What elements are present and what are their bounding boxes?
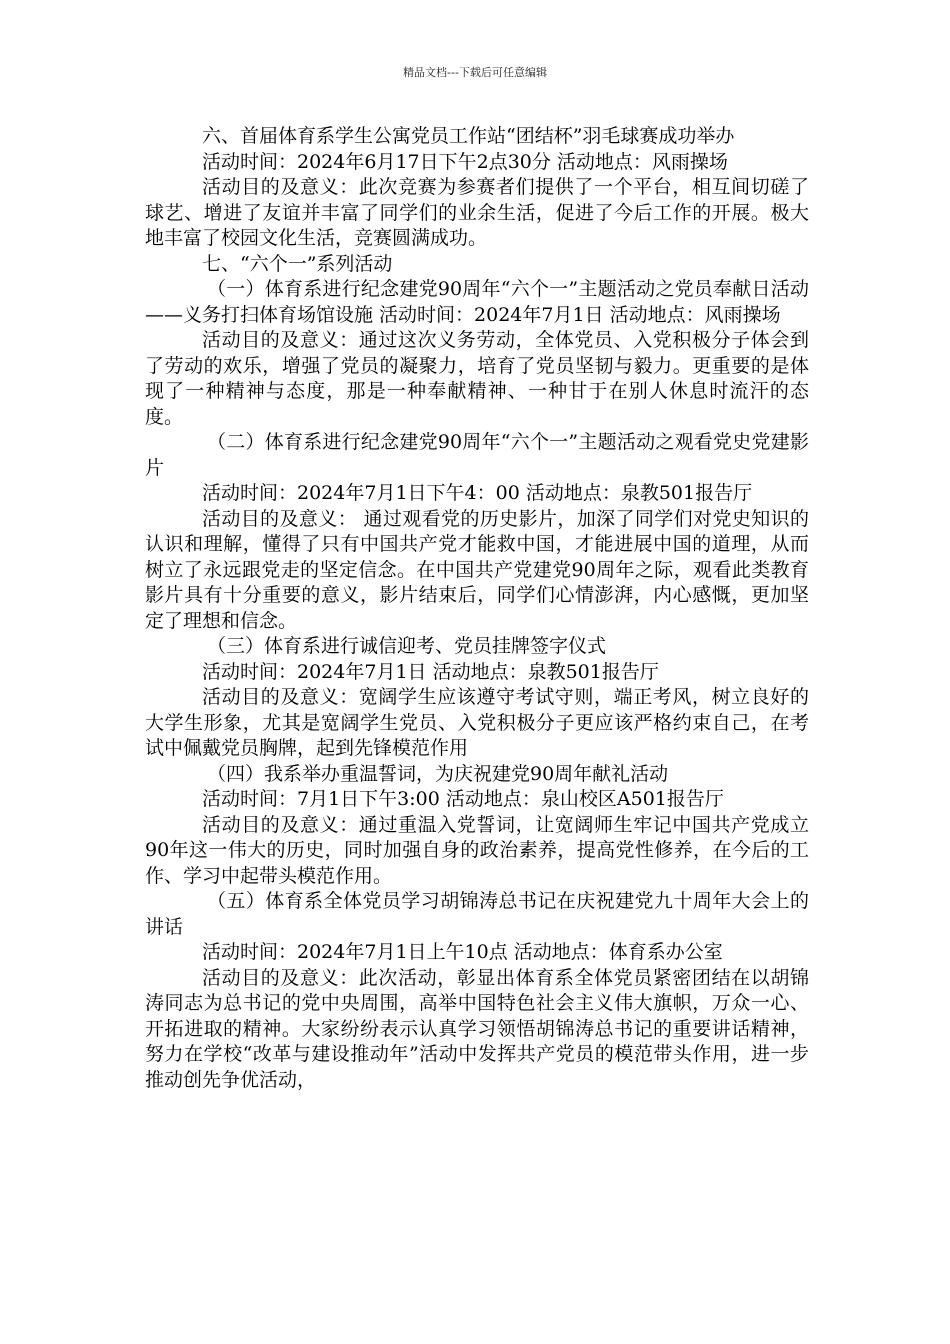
activity-purpose: 活动目的及意义：通过这次义务劳动，全体党员、入党积极分子体会到了劳动的欢乐，增强了党员的凝聚力，培育了党员坚韧与毅力。更重要的是体现了一种精神与态度，那是一种奉献精神、一种甘于在别人休息时流汗的态度。 xyxy=(145,329,809,428)
page-header: 精品文档---下载后可任意编辑 xyxy=(403,66,547,79)
section-heading-badminton: 六、首届体育系学生公寓党员工作站“团结杯”羽毛球赛成功举办 xyxy=(202,125,735,147)
subsection-heading-5: （五）体育系全体党员学习胡锦涛总书记在庆祝建党九十周年大会上的讲话 xyxy=(145,890,809,938)
activity-time-location: 活动时间：2024年6月17日下午2点30分 活动地点：风雨操场 xyxy=(202,150,728,173)
document-body xyxy=(145,124,809,1093)
activity-purpose: 活动目的及意义： 通过观看党的历史影片，加深了同学们对党史知识的认识和理解，懂得了只有中国共产党才能救中国，才能进展中国的道理，从而树立了永远跟党走的坚定信念。在中国共产党建党90周年之际，观看此类教育影片具有十分重要的意义，影片结束后，同学们心情澎湃，内心感慨，更加坚定了理想和信念。 xyxy=(145,507,809,632)
subsection-heading-2: （二）体育系进行纪念建党90周年“六个一”主题活动之观看党史党建影片 xyxy=(145,431,809,479)
activity-purpose: 活动目的及意义：此次活动，彰显出体育系全体党员紧密团结在以胡锦涛同志为总书记的党中央周围，高举中国特色社会主义伟大旗帜，万众一心、开拓进取的精神。大家纷纷表示认真学习领悟胡锦涛总书记的重要讲话精神，努力在学校“改革与建设推动年”活动中发挥共产党员的模范带头作用，进一步推动创先争优活动， xyxy=(145,966,809,1091)
subsection-heading-4: （四）我系举办重温誓词，为庆祝建党90周年献礼活动 xyxy=(207,762,669,785)
subsection-heading-3: （三）体育系进行诚信迎考、党员挂牌签字仪式 xyxy=(207,635,607,657)
activity-time-location: 活动时间：2024年7月1日上午10点 活动地点：体育系办公室 xyxy=(202,941,723,963)
activity-purpose: 活动目的及意义：宽阔学生应该遵守考试守则，端正考风，树立良好的大学生形象，尤其是宽阔学生党员、入党积极分子更应该严格约束自己，在考试中佩戴党员胸牌，起到先锋模范作用 xyxy=(145,686,809,759)
activity-time-location: 活动时间：7月1日下午3:00 活动地点：泉山校区A501报告厅 xyxy=(202,788,724,810)
activity-time-location: 活动时间：2024年7月1日下午4：00 活动地点：泉教501报告厅 xyxy=(202,482,753,504)
section-heading-six-ones: 七、“六个一”系列活动 xyxy=(202,252,393,275)
subsection-heading-1: （一）体育系进行纪念建党90周年“六个一”主题活动之党员奉献日活动——义务打扫体育场馆设施 活动时间：2024年7月1日 活动地点：风雨操场 xyxy=(145,278,809,326)
activity-purpose: 活动目的及意义：此次竞赛为参赛者们提供了一个平台，相互间切磋了球艺、增进了友谊并丰富了同学们的业余生活，促进了今后工作的开展。极大地丰富了校园文化生活，竞赛圆满成功。 xyxy=(145,176,809,249)
activity-purpose: 活动目的及意义：通过重温入党誓词，让宽阔师生牢记中国共产党成立90年这一伟大的历史，同时加强自身的政治素养，提高党性修养，在今后的工作、学习中起带头模范作用。 xyxy=(145,813,809,887)
activity-time-location: 活动时间：2024年7月1日 活动地点：泉教501报告厅 xyxy=(202,660,659,683)
